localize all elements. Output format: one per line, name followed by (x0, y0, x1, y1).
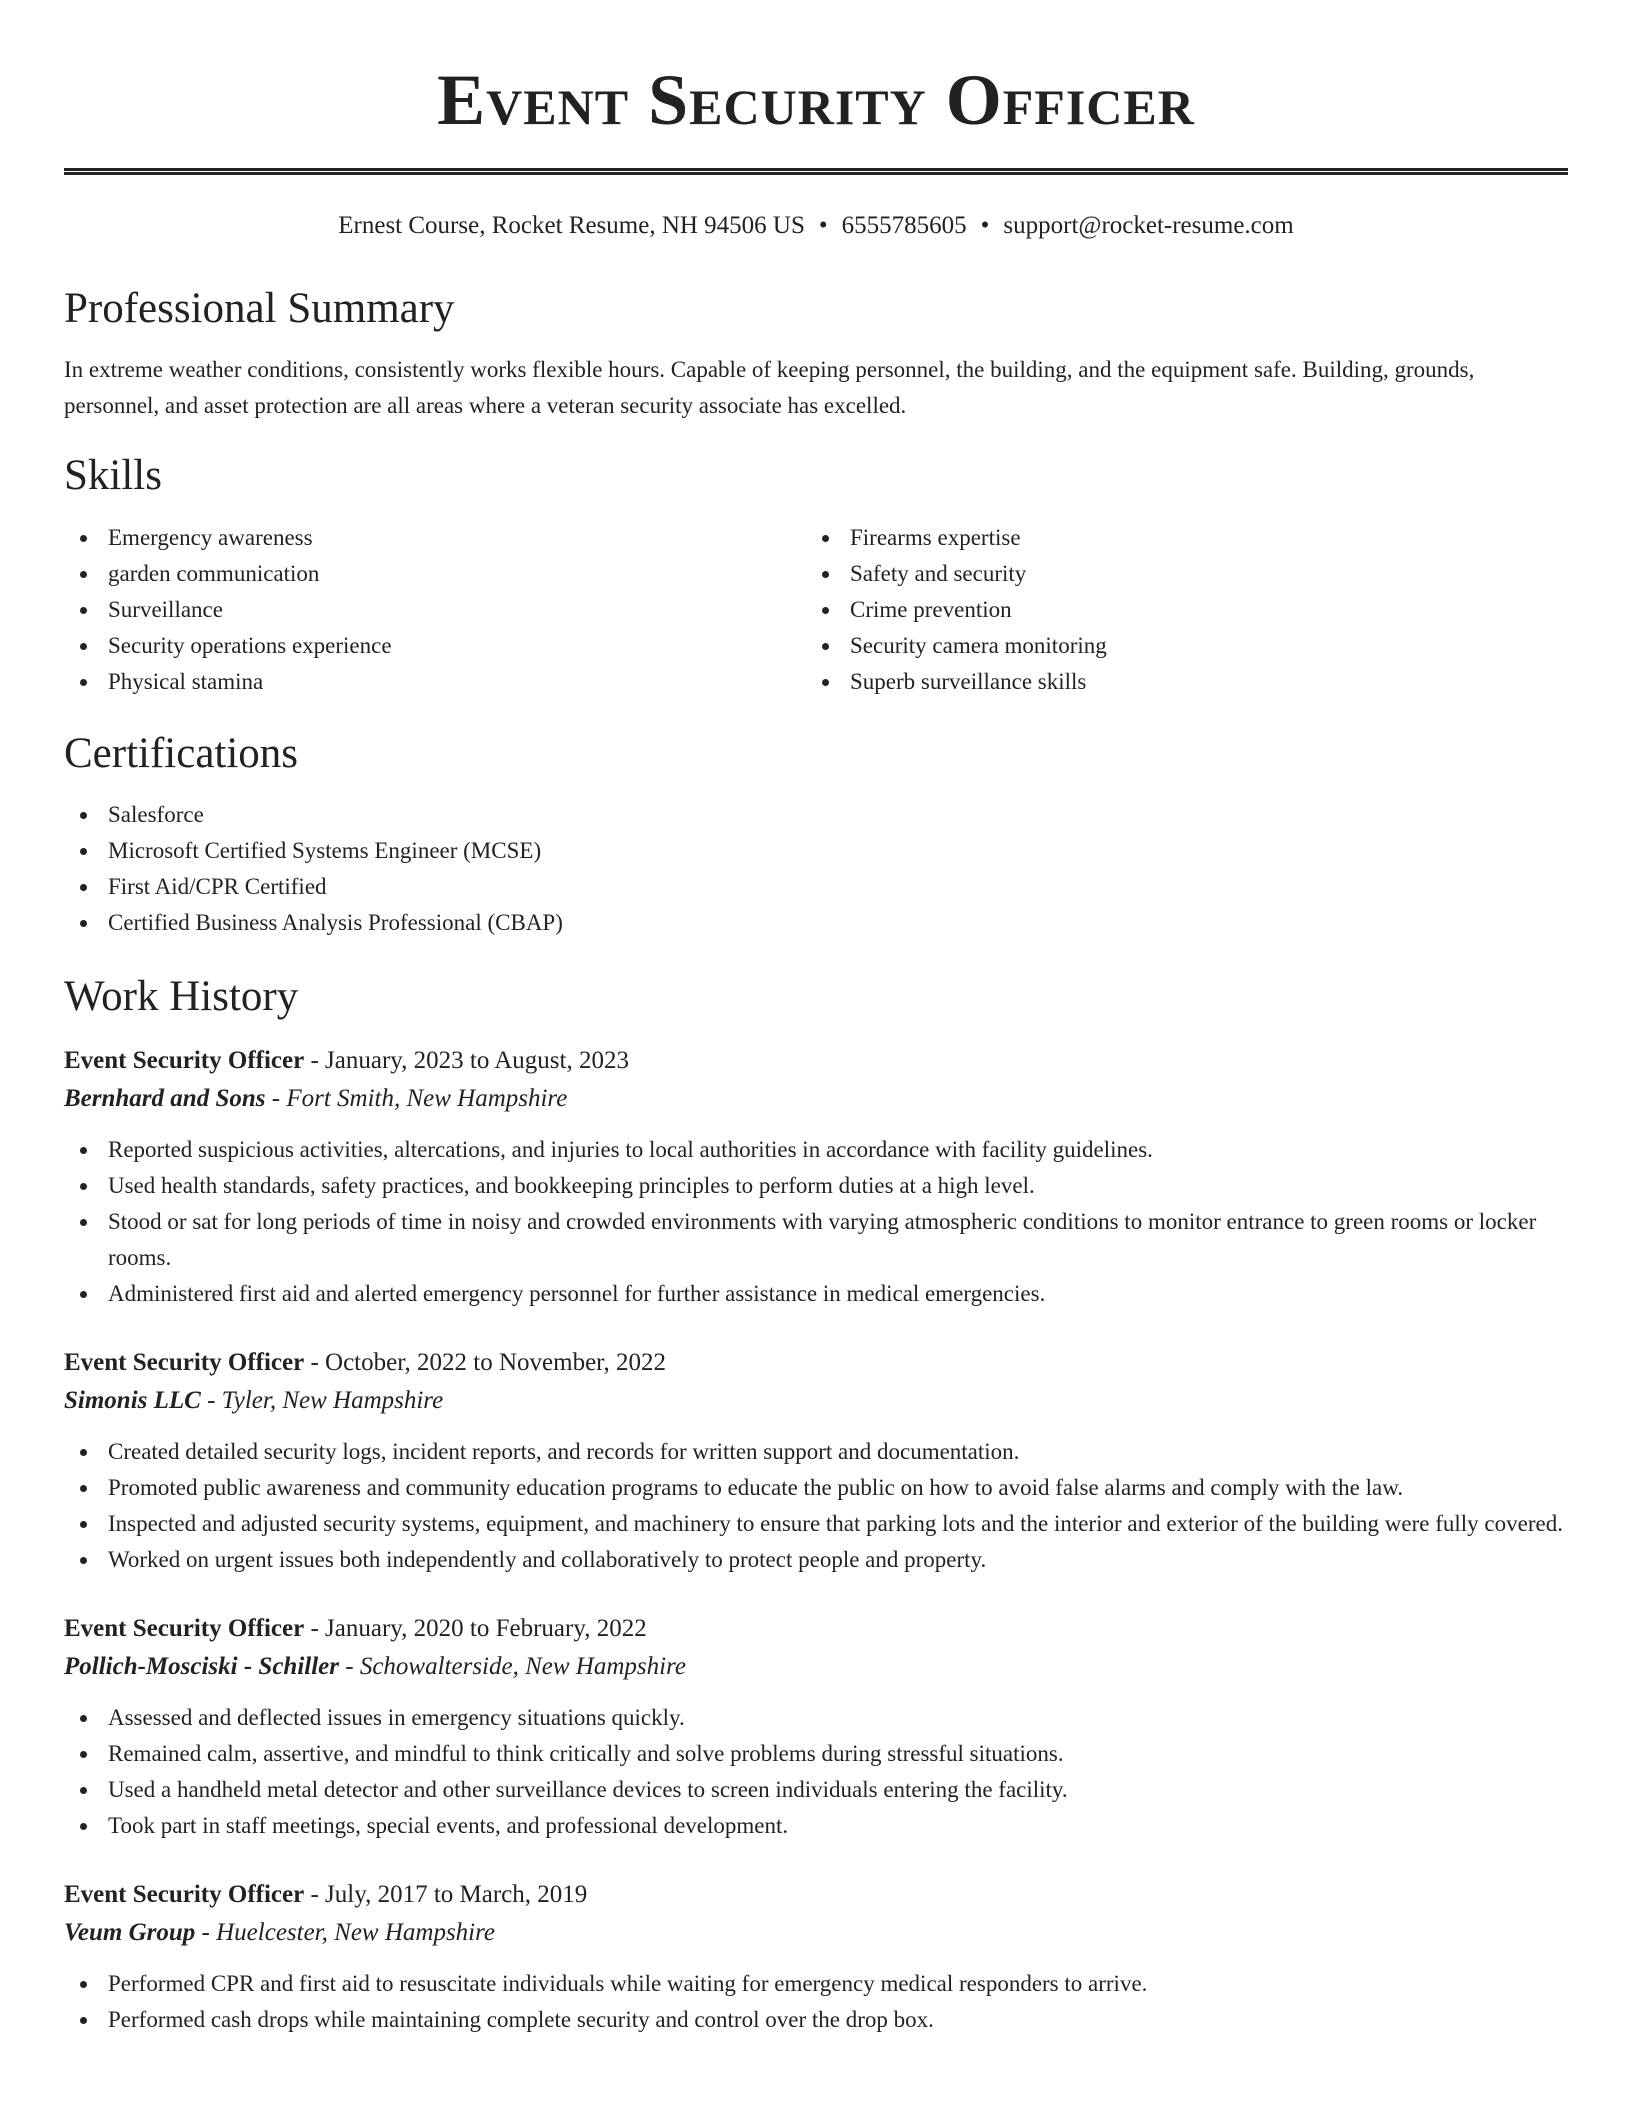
job-dash: - (304, 1047, 326, 1075)
job-title: Event Security Officer (64, 1047, 305, 1075)
job-entry (64, 1042, 1568, 1312)
job-entry (64, 1344, 1568, 1578)
job-title: Event Security Officer (64, 1349, 305, 1377)
job-dash: - (339, 1653, 360, 1681)
job-location: Tyler, New Hampshire (221, 1387, 444, 1415)
skills-list-left (64, 520, 806, 700)
job-dates: January, 2023 to August, 2023 (325, 1047, 629, 1075)
job-duty: Assessed and deflected issues in emergency situations quickly. (64, 1700, 1568, 1736)
certification-item: Certified Business Analysis Professional (CBAP) (64, 905, 1568, 941)
certifications-list (64, 797, 1568, 941)
job-duty: Administered first aid and alerted emergency personnel for further assistance in medical emergencies. (64, 1276, 1568, 1312)
job-duties-list (64, 1434, 1568, 1578)
skill-item: Crime prevention (806, 592, 1548, 628)
contact-address: Ernest Course, Rocket Resume, NH 94506 US (338, 212, 805, 239)
job-dash: - (304, 1881, 326, 1909)
summary-section (64, 285, 1568, 424)
skill-item: Physical stamina (64, 664, 806, 700)
job-dates: October, 2022 to November, 2022 (325, 1349, 667, 1377)
job-entry (64, 1876, 1568, 2038)
job-duty: Stood or sat for long periods of time in noisy and crowded environments with varying atmospheric conditions to monitor entrance to green rooms or locker rooms. (64, 1204, 1568, 1276)
job-title: Event Security Officer (64, 1615, 305, 1643)
job-duties-list (64, 1700, 1568, 1844)
summary-text: In extreme weather conditions, consistently works flexible hours. Capable of keeping personnel, the building, and the equipment safe. Building, grounds, personnel, and asset protection are all areas where a veteran security associate has excelled. (64, 357, 1475, 419)
job-duty: Used health standards, safety practices, and bookkeeping principles to perform duties at a high level. (64, 1168, 1568, 1204)
certifications-section (64, 730, 1568, 941)
job-dates: July, 2017 to March, 2019 (325, 1881, 588, 1909)
job-dash: - (304, 1349, 326, 1377)
job-duty: Inspected and adjusted security systems, equipment, and machinery to ensure that parking lots and the interior and exterior of the building were fully covered. (64, 1506, 1568, 1542)
job-duty: Performed CPR and first aid to resuscitate individuals while waiting for emergency medical responders to arrive. (64, 1966, 1568, 2002)
skills-list-right (806, 520, 1548, 700)
job-company: Veum Group (64, 1919, 196, 1947)
skills-heading: Skills (64, 452, 162, 500)
job-title-line (64, 1876, 1568, 1914)
job-title-line (64, 1042, 1568, 1080)
job-company-line (64, 1914, 1568, 1952)
job-location: Fort Smith, New Hampshire (286, 1085, 568, 1113)
contact-separator: • (818, 212, 828, 239)
job-company: Bernhard and Sons (64, 1085, 266, 1113)
job-dash: - (265, 1085, 287, 1113)
contact-line (64, 211, 1568, 241)
job-duties-list (64, 1966, 1568, 2038)
job-title-line (64, 1610, 1568, 1648)
job-duty: Performed cash drops while maintaining complete security and control over the drop box. (64, 2002, 1568, 2038)
job-company-line (64, 1382, 1568, 1420)
job-dates: January, 2020 to February, 2022 (325, 1615, 647, 1643)
skill-item: Security camera monitoring (806, 628, 1548, 664)
job-duty: Remained calm, assertive, and mindful to think critically and solve problems during stressful situations. (64, 1736, 1568, 1772)
job-company-line (64, 1648, 1568, 1686)
job-title: Event Security Officer (64, 1881, 305, 1909)
job-duties-list (64, 1132, 1568, 1312)
skill-item: Surveillance (64, 592, 806, 628)
skill-item: garden communication (64, 556, 806, 592)
skills-columns (64, 520, 1568, 700)
contact-separator: • (980, 212, 990, 239)
certification-item: First Aid/CPR Certified (64, 869, 1568, 905)
job-company-line (64, 1080, 1568, 1118)
certification-item: Salesforce (64, 797, 1568, 833)
skills-section (64, 452, 1568, 699)
title-double-rule (64, 168, 1568, 175)
certification-item: Microsoft Certified Systems Engineer (MCSE) (64, 833, 1568, 869)
job-duty: Worked on urgent issues both independently and collaboratively to protect people and property. (64, 1542, 1568, 1578)
contact-email: support@rocket-resume.com (1003, 212, 1294, 239)
work-history-section (64, 973, 1568, 2038)
job-location: Schowalterside, New Hampshire (359, 1653, 686, 1681)
job-company: Pollich-Mosciski - Schiller (64, 1653, 339, 1681)
skill-item: Safety and security (806, 556, 1548, 592)
skill-item: Security operations experience (64, 628, 806, 664)
resume-title: Event Security Officer (437, 60, 1195, 140)
job-dash: - (200, 1387, 222, 1415)
job-duty: Used a handheld metal detector and other surveillance devices to screen individuals entering the facility. (64, 1772, 1568, 1808)
skill-item: Superb surveillance skills (806, 664, 1548, 700)
job-location: Huelcester, New Hampshire (216, 1919, 496, 1947)
job-dash: - (304, 1615, 326, 1643)
job-duty: Reported suspicious activities, altercations, and injuries to local authorities in accordance with facility guidelines. (64, 1132, 1568, 1168)
job-title-line (64, 1344, 1568, 1382)
job-duty: Took part in staff meetings, special events, and professional development. (64, 1808, 1568, 1844)
job-entry (64, 1610, 1568, 1844)
job-duty: Created detailed security logs, incident reports, and records for written support and documentation. (64, 1434, 1568, 1470)
job-company: Simonis LLC (64, 1387, 201, 1415)
job-dash: - (195, 1919, 217, 1947)
contact-phone: 6555785605 (841, 212, 967, 239)
skill-item: Firearms expertise (806, 520, 1548, 556)
certifications-heading: Certifications (64, 729, 299, 777)
job-duty: Promoted public awareness and community education programs to educate the public on how to avoid false alarms and comply with the law. (64, 1470, 1568, 1506)
work-history-heading: Work History (64, 972, 299, 1020)
summary-heading: Professional Summary (64, 285, 455, 332)
skill-item: Emergency awareness (64, 520, 806, 556)
